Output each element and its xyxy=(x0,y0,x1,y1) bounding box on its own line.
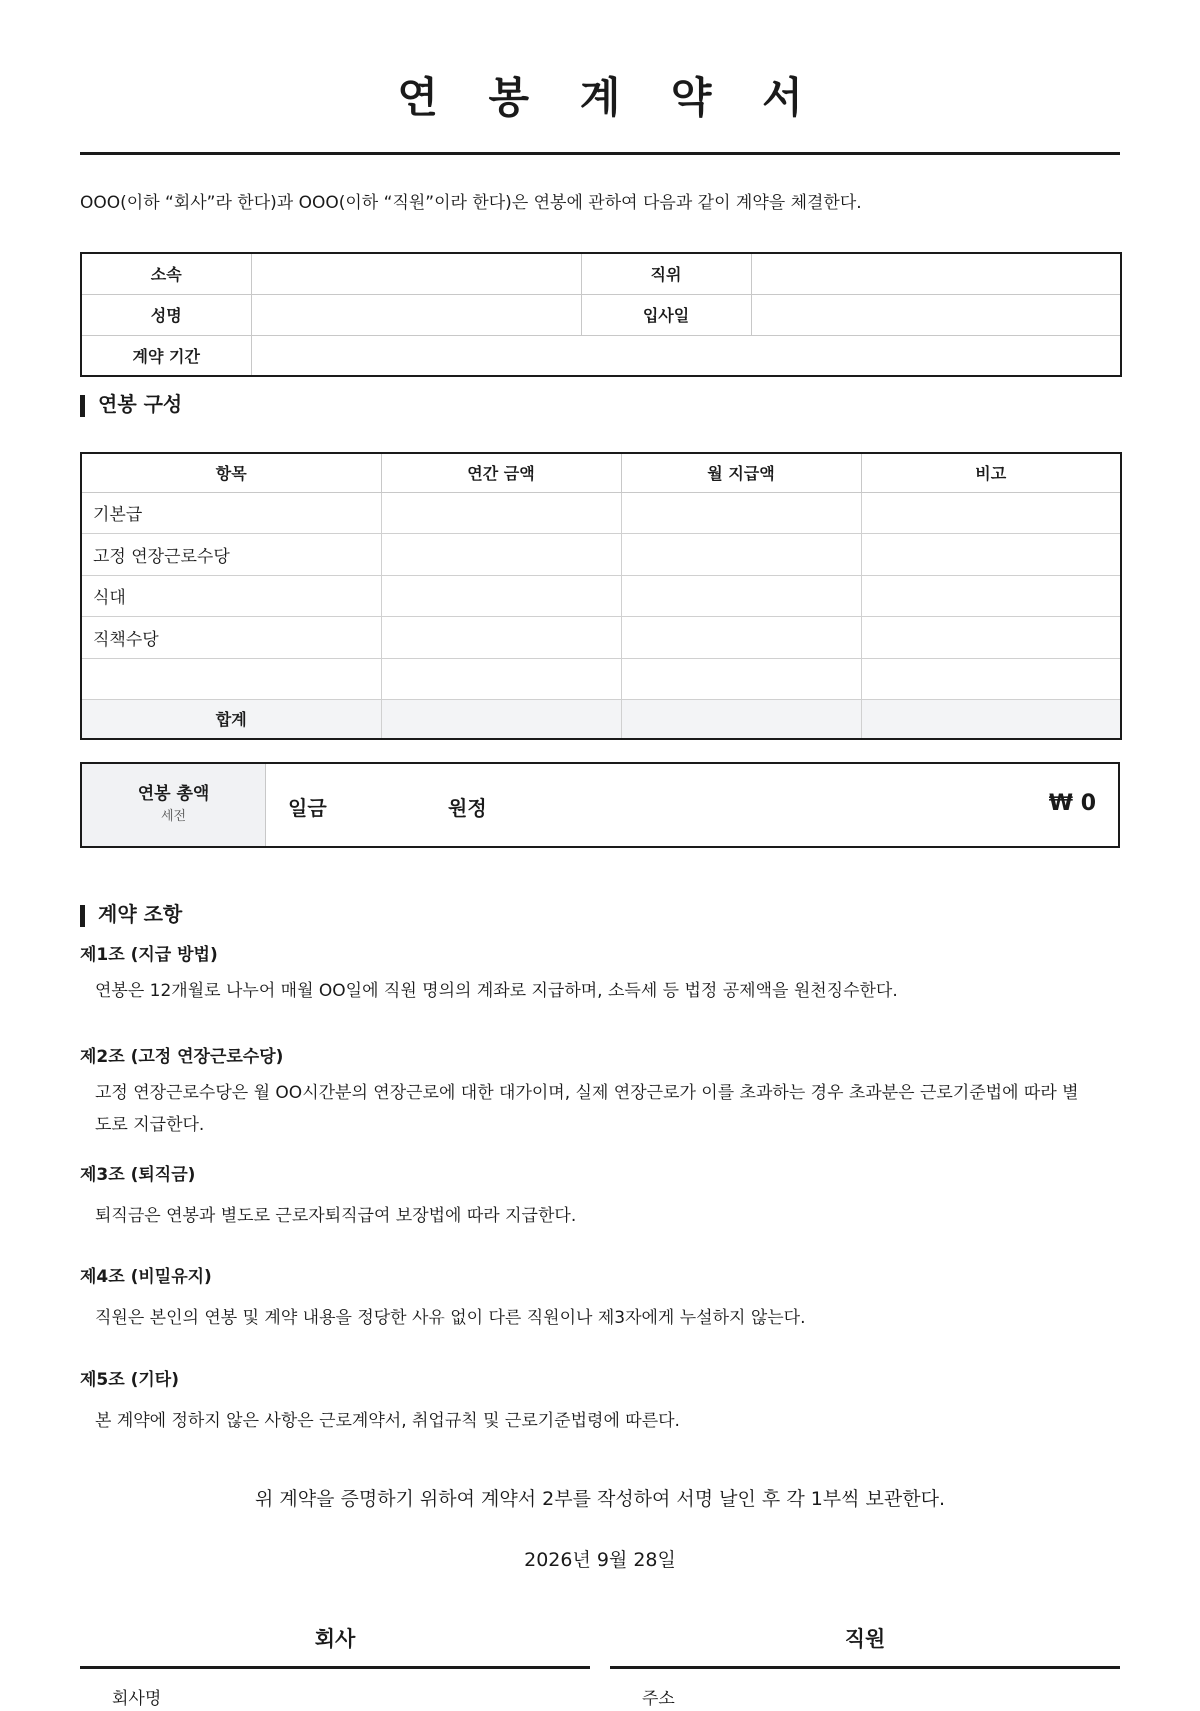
annual-amount-cell[interactable] xyxy=(381,658,621,700)
info-row xyxy=(81,253,1121,294)
table-row xyxy=(81,575,1121,617)
amount-suffix: 원정 xyxy=(448,796,487,820)
total-box-body[interactable] xyxy=(266,764,1118,846)
employee-info-table xyxy=(80,252,1122,377)
row-item-label: 고정 연장근로수당 xyxy=(81,534,381,576)
article-2-body: 고정 연장근로수당은 월 OO시간분의 연장근로에 대한 대가이며, 실제 연장근로가 이를 초과하는 경우 초과분은 근로기준법에 따라 별도로 지급한다. xyxy=(95,1083,1079,1135)
amount-prefix: 일금 xyxy=(288,796,327,820)
table-row xyxy=(81,658,1121,700)
total-annual-cell xyxy=(381,700,621,739)
company-divider xyxy=(80,1666,590,1669)
terms-section-heading: 계약 조항 xyxy=(80,900,182,928)
total-monthly-cell xyxy=(621,700,861,739)
column-header-note: 비고 xyxy=(861,453,1121,492)
hire-date-field[interactable] xyxy=(751,294,1121,335)
table-row xyxy=(81,617,1121,659)
note-cell[interactable] xyxy=(861,534,1121,576)
table-row xyxy=(81,492,1121,534)
table-header-row xyxy=(81,453,1121,492)
total-note-cell xyxy=(861,700,1121,739)
monthly-amount-cell[interactable] xyxy=(621,617,861,659)
monthly-amount-cell[interactable] xyxy=(621,575,861,617)
monthly-amount-cell[interactable] xyxy=(621,492,861,534)
total-box-label xyxy=(82,764,266,846)
document-title: 연 봉 계 약 서 xyxy=(397,73,821,122)
column-header-annual: 연간 금액 xyxy=(381,453,621,492)
affiliation-field[interactable] xyxy=(251,253,581,294)
column-header-item: 항목 xyxy=(81,453,381,492)
annual-salary-total-box xyxy=(80,762,1120,848)
info-row xyxy=(81,335,1121,376)
employee-address-label: 주소 xyxy=(642,1689,675,1709)
title-divider xyxy=(80,152,1120,155)
article-5-title: 제5조 (기타) xyxy=(80,1370,179,1390)
article-1-title: 제1조 (지급 방법) xyxy=(80,945,218,965)
article-5-body: 본 계약에 정하지 않은 사항은 근로계약서, 취업규칙 및 근로기준법령에 따른다. xyxy=(95,1411,680,1431)
intro-paragraph: OOO(이하 “회사”라 한다)과 OOO(이하 “직원”이라 한다)은 연봉에 관하여 다음과 같이 계약을 체결한다. xyxy=(80,193,862,213)
company-name-label: 회사명 xyxy=(112,1689,162,1709)
note-cell[interactable] xyxy=(861,575,1121,617)
row-item-label: 식대 xyxy=(81,575,381,617)
row-item-label: 기본급 xyxy=(81,492,381,534)
contract-date: 2026년 9월 28일 xyxy=(524,1549,676,1571)
closing-statement: 위 계약을 증명하기 위하여 계약서 2부를 작성하여 서명 날인 후 각 1부씩 보관한다. xyxy=(254,1488,946,1510)
monthly-amount-cell[interactable] xyxy=(621,658,861,700)
annual-amount-cell[interactable] xyxy=(381,534,621,576)
name-field[interactable] xyxy=(251,294,581,335)
article-3-body: 퇴직금은 연봉과 별도로 근로자퇴직급여 보장법에 따라 지급한다. xyxy=(95,1206,577,1226)
total-label: 합계 xyxy=(81,700,381,739)
contract-period-field[interactable] xyxy=(251,335,1121,376)
pre-tax-label: 세전 xyxy=(160,809,187,824)
contract-period-label: 계약 기간 xyxy=(81,335,251,376)
note-cell[interactable] xyxy=(861,617,1121,659)
column-header-monthly: 월 지급액 xyxy=(621,453,861,492)
company-signature-block xyxy=(80,1624,590,1711)
salary-section-heading: 연봉 구성 xyxy=(80,390,182,418)
total-amount-value: ₩ 0 xyxy=(1048,791,1096,816)
row-item-label: 직책수당 xyxy=(81,617,381,659)
table-row xyxy=(81,534,1121,576)
employee-divider xyxy=(610,1666,1120,1669)
position-field[interactable] xyxy=(751,253,1121,294)
note-cell[interactable] xyxy=(861,658,1121,700)
article-2-title: 제2조 (고정 연장근로수당) xyxy=(80,1047,284,1067)
note-cell[interactable] xyxy=(861,492,1121,534)
article-4-body: 직원은 본인의 연봉 및 계약 내용을 정당한 사유 없이 다른 직원이나 제3자에게 누설하지 않는다. xyxy=(95,1308,806,1328)
article-3-title: 제3조 (퇴직금) xyxy=(80,1165,196,1185)
company-heading: 회사 xyxy=(314,1627,356,1651)
annual-amount-cell[interactable] xyxy=(381,617,621,659)
salary-composition-table xyxy=(80,452,1122,740)
total-row xyxy=(81,700,1121,739)
position-label: 직위 xyxy=(581,253,751,294)
hire-date-label: 입사일 xyxy=(581,294,751,335)
employee-signature-block xyxy=(610,1624,1120,1711)
info-row xyxy=(81,294,1121,335)
total-salary-label: 연봉 총액 xyxy=(137,784,210,804)
annual-amount-cell[interactable] xyxy=(381,575,621,617)
monthly-amount-cell[interactable] xyxy=(621,534,861,576)
row-item-label[interactable] xyxy=(81,658,381,700)
affiliation-label: 소속 xyxy=(81,253,251,294)
article-4-title: 제4조 (비밀유지) xyxy=(80,1267,212,1287)
article-1-body: 연봉은 12개월로 나누어 매월 OO일에 직원 명의의 계좌로 지급하며, 소득세 등 법정 공제액을 원천징수한다. xyxy=(95,981,898,1001)
name-label: 성명 xyxy=(81,294,251,335)
annual-amount-cell[interactable] xyxy=(381,492,621,534)
employee-heading: 직원 xyxy=(844,1627,886,1651)
